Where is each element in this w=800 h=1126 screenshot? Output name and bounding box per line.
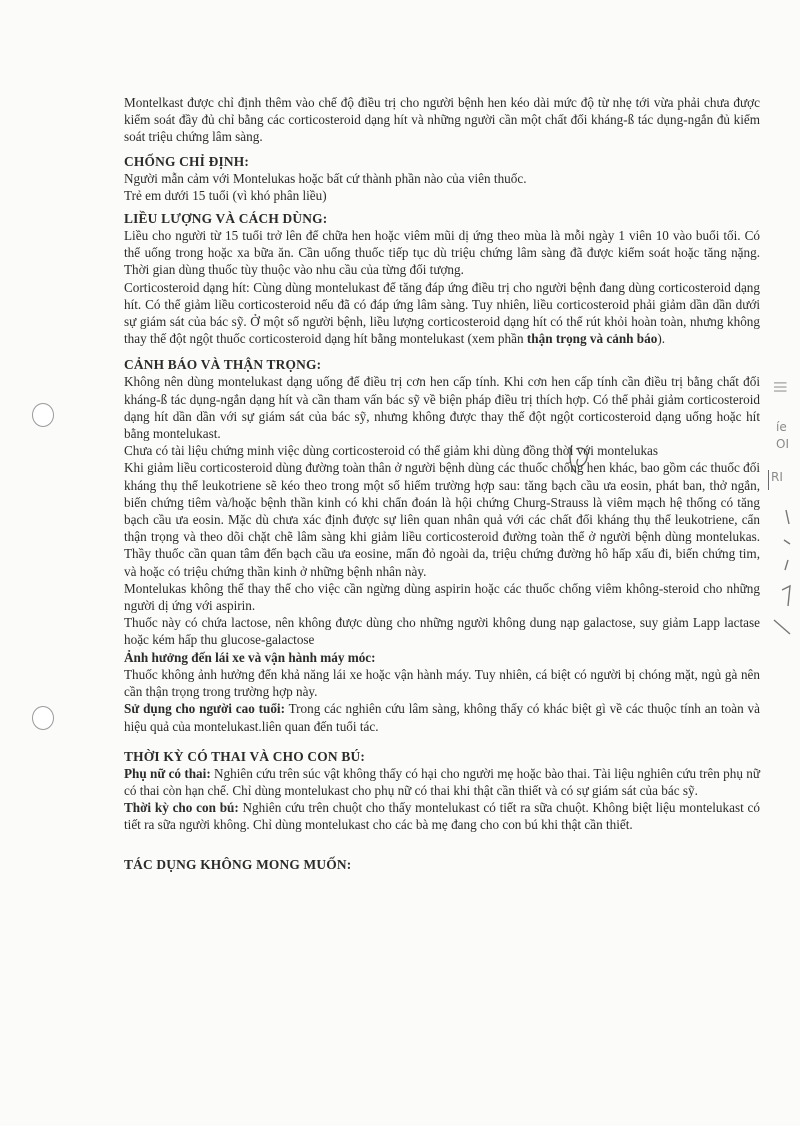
margin-scribble [764, 500, 798, 640]
warning-paragraph: Khi giảm liều corticosteroid dùng đường toàn thân ở người bệnh dùng các thuốc chống hen khác, bao gồm các thuốc đối kháng thụ thể leukotriene sẽ kéo theo trong một số hiếm trường hợp sau: tăng bạch cầu ưa eosin, phát ban, thở ngắn, biến chứng tiêm và/hoặc bệnh thần kinh có khi chẩn đoán là hội chứng Churg-Strauss là viêm mạch hệ thống có tăng bạch cầu ưa eosin. Mặc dù chưa xác định được sự liên quan nhân quả với các chất đối kháng thụ thể leukotriene, cẩn thận trọng và theo dõi chặt chẽ lâm sàng khi giảm liều corticosteroid đường toàn thể ở người bệnh dùng montelukas. Thầy thuốc cần quan tâm đến bạch cầu ưa eosine, mẩn đỏ ngoài da, triệu chứng đường hô hấp xấu đi, biến chứng tim, và hoặc có triệu chứng thần kinh ở những bệnh nhân này. [124, 460, 760, 579]
pregnancy-heading: THỜI KỲ CÓ THAI VÀ CHO CON BÚ: [124, 748, 365, 764]
document-page [124, 94, 760, 873]
warning-paragraph: Không nên dùng montelukast dạng uống để điều trị cơn hen cấp tính. Khi cơn hen cấp tính cần điều trị bằng chất đối kháng-ß tác dụng-ngắn dạng hít và cần tham vấn bác sỹ về biện pháp điều trị thích hợp. Có thể phải giảm corticosteroid dạng hít dần dần với sự giám sát của bác sỹ, nhưng không được thay thế đột ngột corticosteroid dạng uống hoặc hít bằng montelukast. [124, 374, 760, 442]
driving-paragraph: Thuốc không ảnh hưởng đến khả năng lái xe hoặc vận hành máy. Tuy nhiên, cá biệt có người bị chóng mặt, ngủ gà nên cần thận trọng trong trường hợp này. [124, 666, 760, 700]
margin-line [768, 470, 769, 490]
breastfeeding-paragraph [124, 799, 760, 833]
dosage-paragraph: Liều cho người từ 15 tuổi trở lên để chữa hen hoặc viêm mũi dị ứng theo mùa là mỗi ngày 1 viên 10 vào buổi tối. Có thể uống trong hoặc xa bữa ăn. Cần uống thuốc tiếp tục dù triệu chứng lâm sàng đã được kiểm soát hoặc tăng nặng. Thời gian dùng thuốc tùy thuộc vào nhu cầu của từng đối tượng. [124, 228, 760, 278]
adverse-effects-heading: TÁC DỤNG KHÔNG MONG MUỐN: [124, 856, 352, 872]
binder-hole-top [32, 403, 54, 427]
breastfeeding-text: Nghiên cứu trên chuột cho thấy montelukast có tiết ra sữa chuột. Không biệt liệu montelukast có tiết ra sữa người không. Chỉ dùng montelukast cho các bà mẹ đang cho con bú khi thật cần thiết. [124, 800, 760, 833]
contraindication-line: Trẻ em dưới 15 tuổi (vì khó phân liều) [124, 187, 327, 203]
elderly-label: Sử dụng cho người cao tuổi: [124, 701, 285, 717]
driving-heading: Ảnh hưởng đến lái xe và vận hành máy móc: [124, 649, 376, 665]
contraindication-line: Người mẫn cảm với Montelukas hoặc bất cứ thành phần nào của viên thuốc. [124, 170, 527, 186]
pregnancy-paragraph [124, 765, 760, 799]
margin-mark: OI [776, 437, 789, 451]
corticosteroid-paragraph [124, 279, 760, 348]
warning-paragraph: Montelukas không thể thay thế cho việc cần ngừng dùng aspirin hoặc các thuốc chống viêm không-steroid cho những người dị ứng với aspirin. [124, 580, 760, 614]
warning-paragraph: Chưa có tài liệu chứng minh việc dùng corticosteroid có thể giảm khi dùng đồng thời với montelukas [124, 443, 659, 459]
breastfeeding-label: Thời kỳ cho con bú: [124, 800, 239, 816]
elderly-text: Trong các nghiên cứu lâm sàng, không thấy có khác biệt gì về các thuộc tính an toàn và hiệu quả của montelukast.liên quan đến tuổi tác. [124, 701, 760, 734]
warning-paragraph: Thuốc này có chứa lactose, nên không được dùng cho những người không dung nạp galactose, suy giảm Lapp lactase hoặc kém hấp thu glucose-galactose [124, 615, 760, 648]
pregnancy-label: Phụ nữ có thai: [124, 765, 211, 781]
corticosteroid-text-end: ). [657, 331, 666, 347]
margin-mark: ||| [774, 380, 789, 394]
binder-hole-bottom [32, 706, 54, 730]
pregnancy-text: Nghiên cứu trên súc vật không thấy có hại cho người mẹ hoặc bào thai. Tài liệu nghiên cứu trên phụ nữ có thai còn hạn chế. Chỉ dùng montelukast cho phụ nữ có thai khi thật cần thiết và có sự giám sát của bác sỹ. [124, 765, 761, 798]
corticosteroid-text: Corticosteroid dạng hít: Cùng dùng montelukast để tăng đáp ứng điều trị cho người bệnh đang dùng corticosteroid dạng hít. Có thể giảm liều corticosteroid nếu đã có đáp ứng lâm sàng. Tuy nhiên, liều corticosteroid phải giảm dần dần dưới sự giám sát của bác sỹ. Ở một số người bệnh, liều lượng corticosteroid dạng hít có thể rút khỏi hoàn toàn, nhưng không thay thế đột ngột thuốc corticosteroid dạng hít bằng montelukast (xem phần [124, 279, 760, 347]
margin-mark: RI [771, 470, 783, 484]
warnings-heading: CẢNH BÁO VÀ THẬN TRỌNG: [124, 357, 322, 373]
contraindications-heading: CHỐNG CHỈ ĐỊNH: [124, 153, 250, 169]
intro-paragraph: Montelkast được chỉ định thêm vào chế độ điều trị cho người bệnh hen kéo dài mức độ từ nhẹ tới vừa phải chưa được kiểm soát đầy đủ chỉ bằng các corticosteroid dạng hít và những người cần một chất đối kháng-ß tác dụng-ngắn đủ kiểm soát triệu chứng lâm sàng. [124, 95, 760, 145]
margin-mark: íe [776, 420, 787, 434]
dosage-heading: LIỀU LƯỢNG VÀ CÁCH DÙNG: [124, 211, 328, 227]
cross-reference: thận trọng và cảnh báo [526, 331, 658, 347]
elderly-paragraph [124, 700, 760, 734]
